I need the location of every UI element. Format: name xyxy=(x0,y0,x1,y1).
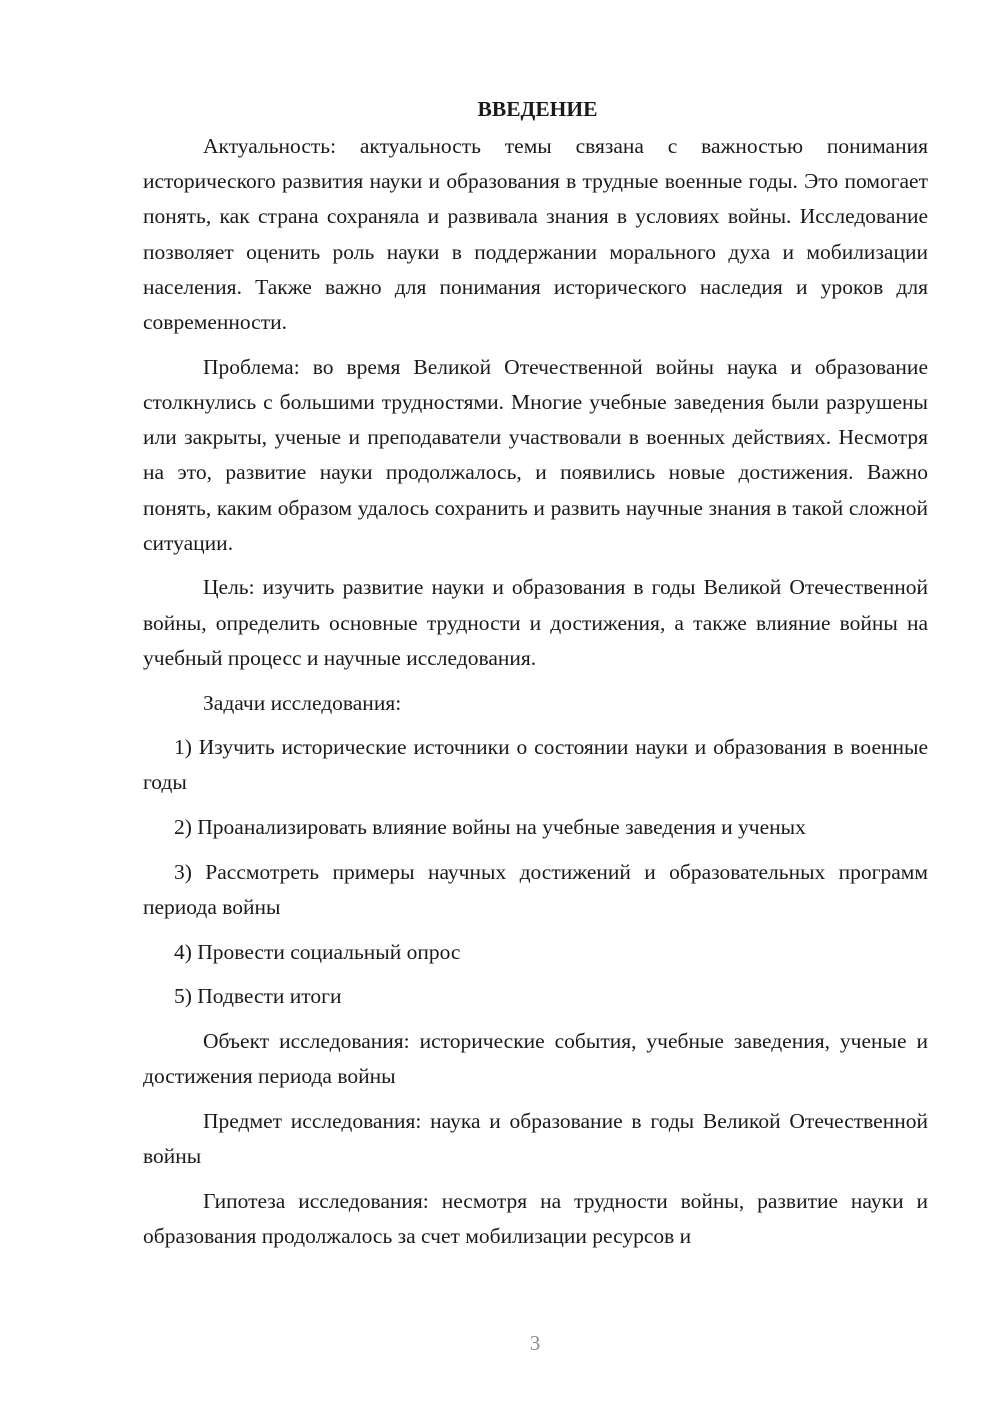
paragraph-tasks-title: Задачи исследования: xyxy=(203,690,402,715)
page-number: 3 xyxy=(529,1331,541,1355)
paragraph-problem: Проблема: во время Великой Отечественной войны наука и образование столкнулись с большими трудностями. Многие учебные заведения были разрушены или закрыты, ученые и преподаватели участвовали в военных действиях. Несмотря на это, развитие науки продолжалось, и появились новые достижения. Важно понять, каким образом удалось сохранить и развить научные знания в такой сложной ситуации. xyxy=(143,354,928,555)
paragraph-goal: Цель: изучить развитие науки и образования в годы Великой Отечественной войны, определить основные трудности и достижения, а также влияние войны на учебный процесс и научные исследования. xyxy=(143,575,928,670)
task-item: 2) Проанализировать влияние войны на учебные заведения и ученых xyxy=(174,815,806,840)
section-heading: ВВЕДЕНИЕ xyxy=(477,97,598,121)
task-item: 3) Рассмотреть примеры научных достижений и образовательных программ периода войны xyxy=(143,859,928,920)
paragraph-hypothesis: Гипотеза исследования: несмотря на трудности войны, развитие науки и образования продолжалось за счет мобилизации ресурсов и xyxy=(143,1188,928,1249)
document-page xyxy=(143,92,928,1264)
task-item: 1) Изучить исторические источники о состоянии науки и образования в военные годы xyxy=(143,735,928,795)
task-item: 5) Подвести итоги xyxy=(174,984,342,1009)
paragraph-object: Объект исследования: исторические события, учебные заведения, ученые и достижения периода войны xyxy=(143,1029,928,1089)
task-item: 4) Провести социальный опрос xyxy=(174,939,461,964)
paragraph-relevance: Актуальность: актуальность темы связана с важностью понимания исторического развития науки и образования в трудные военные годы. Это помогает понять, как страна сохраняла и развивала знания в условиях войны. Исследование позволяет оценить роль науки в поддержании морального духа и мобилизации населения. Также важно для понимания исторического наследия и уроков для современности. xyxy=(143,134,928,335)
paragraph-subject: Предмет исследования: наука и образование в годы Великой Отечественной войны xyxy=(143,1109,928,1169)
